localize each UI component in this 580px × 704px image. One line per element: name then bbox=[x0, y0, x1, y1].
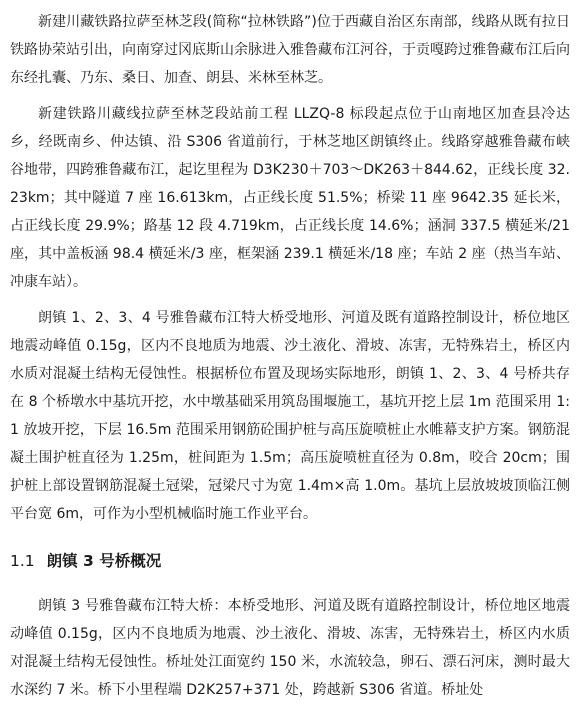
section-number: 1.1 bbox=[10, 552, 35, 570]
section-heading bbox=[10, 548, 570, 574]
paragraph-llzq8-section-scope: 新建铁路川藏线拉萨至林芝段站前工程 LLZQ-8 标段起点位于山南地区加查县冷达乡，经既南乡、仲达镇、沿 S306 省道前行，于林芝地区朗镇终止。线路穿越雅鲁藏布峡谷地带，四跨雅鲁藏布江，起讫里程为 D3K230＋703～DK263＋844.62，正线长度 32.23km；其中隧道 7 座 16.613km，占正线长度 51.5%；桥梁 11 座 9642.35 延长米，占正线长度 29.9%；路基 12 段 4.719km，占正线长度 14.6%；涵洞 337.5 横延米/21座，其中盖板涵 98.4 横延米/3 座，框架涵 239.1 横延米/18 座；车站 2 座（热当车站、冲康车站）。 bbox=[10, 106, 570, 290]
paragraph-lalin-railway-overview: 新建川藏铁路拉萨至林芝段(简称“拉林铁路”)位于西藏自治区东南部，线路从既有拉日铁路协荣站引出，向南穿过冈底斯山余脉进入雅鲁藏布江河谷，于贡嘎跨过雅鲁藏布江后向东经扎囊、乃东、桑日、加查、朗县、米林至林芝。 bbox=[10, 14, 570, 86]
paragraph-langzhen-bridges-foundation: 朗镇 1、2、3、4 号雅鲁藏布江特大桥受地形、河道及既有道路控制设计，桥位地区地震动峰值 0.15g，区内不良地质为地震、沙土液化、滑坡、冻害，无特殊岩土，桥区内水质对混凝土结构无侵蚀性。根据桥位布置及现场实际地形，朗镇 1、2、3、4 号桥共存在 8 个桥墩水中基坑开挖，水中墩基础采用筑岛围堰施工，基坑开挖上层 1m 范围采用 1:1 放坡开挖，下层 16.5m 范围采用钢筋砼围护桩与高压旋喷桩止水帷幕支护方案。钢筋混凝土围护桩直径为 1.25m，桩间距为 1.5m；高压旋喷桩直径为 0.8m，咬合 20cm；围护桩上部设置钢筋混凝土冠梁，冠梁尺寸为宽 1.4m×高 1.0m。基坑上层放坡坡顶临江侧平台宽 6m，可作为小型机械临时施工作业平台。 bbox=[10, 310, 570, 522]
paragraph-langzhen-bridge-3: 朗镇 3 号雅鲁藏布江特大桥：本桥受地形、河道及既有道路控制设计，桥位地区地震动峰值 0.15g，区内不良地质为地震、沙土液化、滑坡、冻害，无特殊岩土，桥区内水质对混凝土结构无侵蚀性。桥址处江面宽约 150 米，水流较急，卵石、漂石河床，测时最大水深约 7 米。桥下小里程端 D2K257+371 处，跨越新 S306 省道。桥址处 bbox=[10, 598, 570, 698]
section-title: 朗镇 3 号桥概况 bbox=[46, 552, 162, 570]
